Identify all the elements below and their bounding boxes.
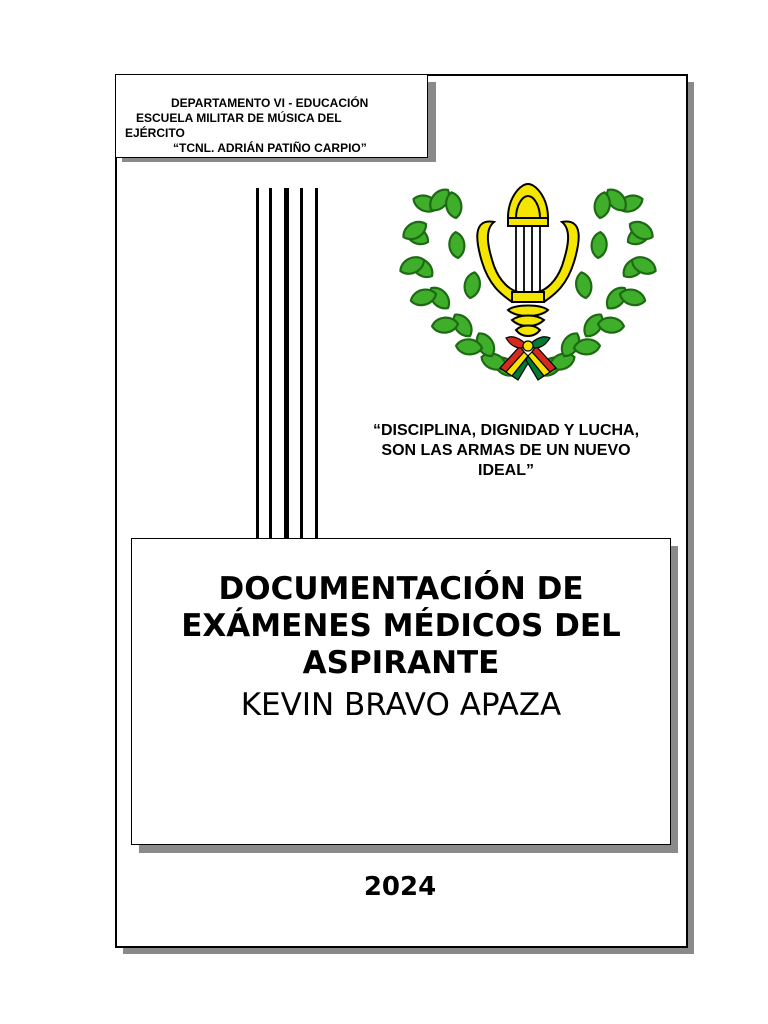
header-school-line1: ESCUELA MILITAR DE MÚSICA DEL (136, 111, 342, 125)
applicant-name: KEVIN BRAVO APAZA (240, 687, 562, 723)
vertical-rule-1 (256, 188, 259, 540)
title-line1: DOCUMENTACIÓN DE (218, 571, 584, 607)
motto (346, 421, 666, 481)
vertical-rule-5 (315, 188, 318, 540)
document-title (132, 571, 670, 682)
header-school-line2: EJÉRCITO (125, 126, 185, 140)
title-box (131, 538, 671, 845)
title-line2: EXÁMENES MÉDICOS DEL (181, 608, 621, 644)
motto-line3: IDEAL” (478, 462, 534, 479)
vertical-rule-3 (284, 188, 289, 540)
lyre-laurel-emblem-icon (396, 178, 660, 392)
header-department: DEPARTAMENTO VI - EDUCACIÓN (171, 96, 369, 110)
title-line3: ASPIRANTE (302, 645, 500, 681)
motto-line2: SON LAS ARMAS DE UN NUEVO (381, 442, 631, 459)
header-school-name: “TCNL. ADRIÁN PATIÑO CARPIO” (173, 141, 367, 155)
vertical-rule-2 (269, 188, 272, 540)
header-box (115, 74, 428, 158)
year: 2024 (363, 872, 437, 902)
vertical-rule-4 (300, 188, 303, 540)
motto-line1: “DISCIPLINA, DIGNIDAD Y LUCHA, (372, 422, 640, 439)
